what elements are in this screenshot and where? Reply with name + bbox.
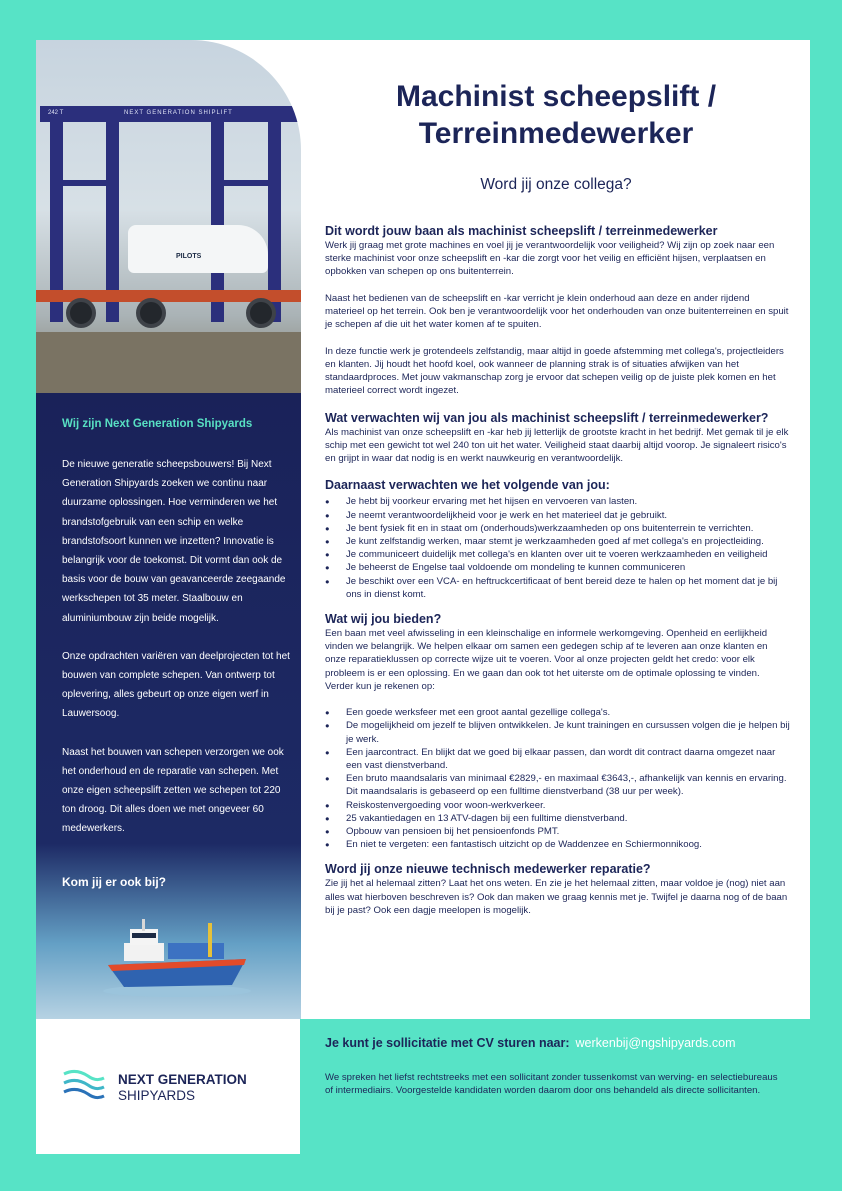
- job-paragraph: In deze functie werk je grotendeels zelfstandig, maar altijd in goede afstemming met collega's, projectleiders en klanten. Jij houdt het hoofd koel, ook wanneer de planning strak is of situaties afwijken van het standaardproces. Met jouw vakmanschap zorg je ervoor dat schepen veilig op de juiste plek komen en het materieel correct wordt ingezet.: [325, 345, 784, 397]
- lift-brand-label: NEXT GENERATION SHIPLIFT: [124, 110, 233, 116]
- offer-paragraph: Een baan met veel afwisseling in een kleinschalige en informele werkomgeving. Openheid en eerlijkheid vinden we belangrijk. We helpen elkaar om samen een gedegen schip af te leveren aan onze klanten en onze reparatieklussen op correcte wijze uit te voeren. Voor al onze projecten geldt het credo: voor elk probleem is er een oplossing. En we gaan dan ook tot het uiterste om de optimale oplossing te vinden. Verder kun je rekenen op:: [325, 628, 768, 692]
- company-paragraph: De nieuwe generatie scheepsbouwers! Bij Next Generation Shipyards zoeken we continu naar duurzame oplossingen. Hoe verminderen we het brandstofgebruik van een schip en welke brandstofsoort kunnen we inzetten? Innovatie is belangrijk voor de toekomst. Dit vormt dan ook de basis voor de bouw van geavanceerde zeegaande werkschepen tot 35 meter. Staalbouw en aluminiumbouw zijn beide mogelijk.: [62, 459, 286, 624]
- list-item: ● Je hebt bij voorkeur ervaring met het hijsen en vervoeren van lasten.: [325, 495, 790, 508]
- lift-wheel: [246, 298, 276, 328]
- section-heading-requirements: Daarnaast verwachten we het volgende van jou:: [325, 478, 610, 493]
- list-item: ● Opbouw van pensioen bij het pensioenfonds PMT.: [325, 825, 790, 838]
- section-heading-closing: Word jij onze nieuwe technisch medewerker reparatie?: [325, 862, 651, 877]
- company-panel: [36, 393, 301, 1019]
- list-item: ● Een goede werksfeer met een groot aantal gezellige collega's.: [325, 706, 790, 719]
- application-note: We spreken het liefst rechtstreeks met een sollicitant zonder tussenkomst van werving- en selectiebureaus of intermediairs. Voorgestelde kandidaten worden daarom door ons behandeld als directe sollicitanten.: [325, 1072, 778, 1097]
- list-item: ● Je beheerst de Engelse taal voldoende om mondeling te kunnen communiceren: [325, 561, 790, 574]
- section-heading-offer: Wat wij jou bieden?: [325, 612, 442, 627]
- logo-text-line1: NEXT GENERATION: [118, 1072, 247, 1087]
- job-paragraph: Naast het bedienen van de scheepslift en -kar verricht je klein onderhoud aan deze en ander rijdend materieel op het terrein. Ook ben je verantwoordelijk voor het onderhouden van onze buitenterreinen en spuit je schepen af die uit het water komen af te spuiten.: [325, 292, 789, 331]
- list-item: ● Je neemt verantwoordelijkheid voor je werk en het materieel dat je gebruikt.: [325, 509, 790, 522]
- list-item: ● Je bent fysiek fit en in staat om (onderhouds)werkzaamheden op ons buitenterrein te verrichten.: [325, 522, 790, 535]
- company-panel-title: Wij zijn Next Generation Shipyards: [62, 418, 253, 430]
- list-item: ● Je beschikt over een VCA- en heftruckcertificaat of bent bereid deze te halen op het moment dat je bij ons in dienst komt.: [325, 575, 790, 601]
- lift-wheel: [136, 298, 166, 328]
- lift-crossbar: [50, 180, 119, 186]
- list-item: ● En niet te vergeten: een fantastisch uitzicht op de Waddenzee en Schiermonnikoog.: [325, 838, 790, 851]
- list-item: ● Een jaarcontract. En blijkt dat we goed bij elkaar passen, dan wordt dit contract daarna omgezet naar een vast dienstverband.: [325, 746, 790, 772]
- lift-crossbar: [211, 180, 281, 186]
- workboat-image: [102, 913, 252, 998]
- job-paragraph: Werk jij graag met grote machines en voel jij je verantwoordelijk voor veiligheid? Wij zijn op zoek naar een sterke machinist voor onze scheepslift en -kar die zorgt voor het veilig en efficiënt hijsen, verplaatsen en opbokken van schepen op ons buitenterrein.: [325, 240, 775, 278]
- shiplift-photo: [36, 40, 301, 393]
- company-logo: [62, 1044, 292, 1104]
- page-subtitle: Word jij onze collega?: [480, 176, 632, 193]
- section-heading-job: Dit wordt jouw baan als machinist scheepslift / terreinmedewerker: [325, 224, 718, 238]
- list-item: ● De mogelijkheid om jezelf te blijven ontwikkelen. Je kunt trainingen en cursussen volgen die je helpen bij je werk.: [325, 719, 790, 745]
- list-item: ● 25 vakantiedagen en 13 ATV-dagen bij een fulltime dienstverband.: [325, 812, 790, 825]
- pilot-boat: [128, 225, 268, 273]
- company-panel-body: [62, 455, 292, 858]
- requirements-list: [325, 495, 790, 601]
- lift-tonnage-label: 242 T: [48, 110, 64, 116]
- company-paragraph: Naast het bouwen van schepen verzorgen we ook het onderhoud en de reparatie van schepen. Met onze eigen scheepslift zetten we schepen tot 220 ton droog. Dit alles doen we met ongeveer 60 medewerkers.: [62, 746, 284, 835]
- pilot-boat-label: PILOTS: [176, 253, 202, 260]
- company-paragraph: Onze opdrachten variëren van deelprojecten tot het bouwen van complete schepen. Van ontwerp tot oplevering, alles gebeurt op onze eigen werf in Lauwersoog.: [62, 650, 290, 720]
- list-item: ● Je communiceert duidelijk met collega's en klanten over uit te voeren werkzaamheden en veiligheid: [325, 548, 790, 561]
- application-heading: [325, 1036, 736, 1050]
- join-us-heading: Kom jij er ook bij?: [62, 875, 167, 889]
- expect-paragraph: Als machinist van onze scheepslift en -kar heb jij letterlijk de grootste kracht in het bedrijf. Met gemak til je elk schip met een gewicht tot wel 240 ton uit het water. Veiligheid staat daarbij altijd voorop. Je signaleert risico's en grijpt in waar dat nodig is en werkt nauwkeurig en verantwoordelijk.: [325, 426, 789, 464]
- section-heading-expect: Wat verwachten wij van jou als machinist scheepslift / terreinmedewerker?: [325, 410, 769, 425]
- benefits-list: [325, 706, 790, 851]
- vacancy-page: [36, 40, 810, 1154]
- list-item: ● Je kunt zelfstandig werken, maar stemt je werkzaamheden goed af met collega's en projectleiding.: [325, 535, 790, 548]
- application-label: Je kunt je sollicitatie met CV sturen naar:: [325, 1036, 570, 1050]
- page-title: Machinist scheepslift / Terreinmedewerker: [395, 80, 717, 150]
- vacancy-content: [325, 224, 790, 930]
- application-box: [300, 1019, 810, 1154]
- waves-logo-icon: [62, 1066, 106, 1102]
- list-item: ● Een bruto maandsalaris van minimaal €2829,- en maximaal €3643,-, afhankelijk van kennis en ervaring. Dit maandsalaris is gebaseerd op een fulltime dienstverband (38 uur per week).: [325, 772, 790, 798]
- yard-ground: [36, 332, 301, 393]
- list-item: ● Reiskostenvergoeding voor woon-werkverkeer.: [325, 799, 790, 812]
- lift-wheel: [66, 298, 96, 328]
- logo-text-line2: SHIPYARDS: [118, 1088, 196, 1103]
- closing-paragraph: Zie jij het al helemaal zitten? Laat het ons weten. En zie je het helemaal zitten, maar voldoe je (nog) niet aan alles wat hierboven beschreven is? Ook dan maken we graag kennis met je. Twijfel je daarna nog of de baan bij je past? Ook een dagje meelopen is mogelijk.: [325, 878, 788, 916]
- application-email-link[interactable]: werkenbij@ngshipyards.com: [575, 1036, 736, 1050]
